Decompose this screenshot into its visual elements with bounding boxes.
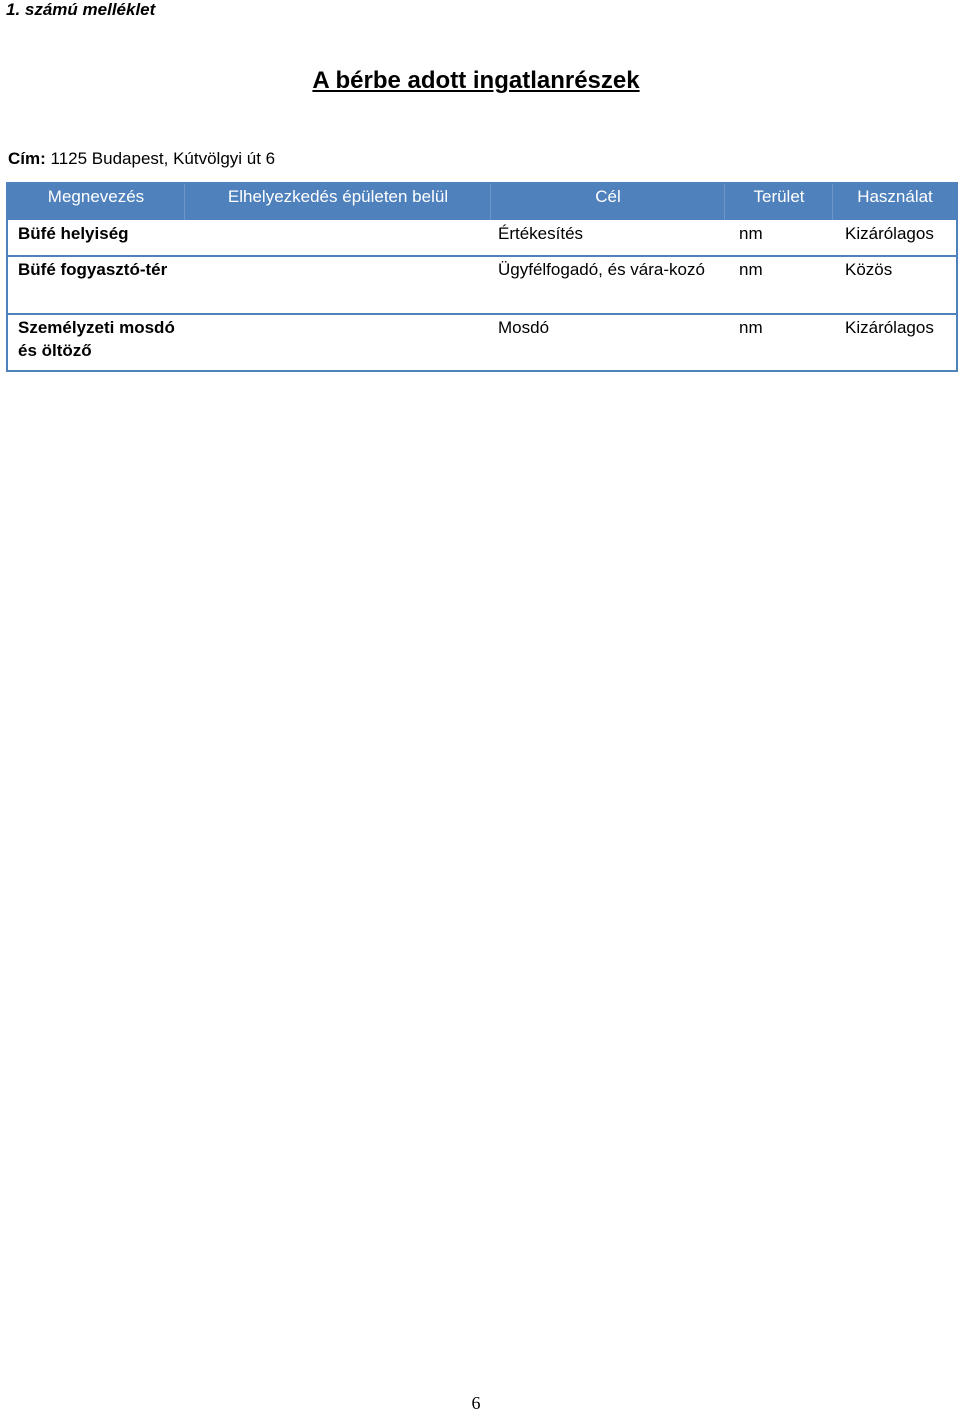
row-divider xyxy=(8,313,956,315)
address-value: 1125 Budapest, Kútvölgyi út 6 xyxy=(50,149,276,168)
address-label: Cím: xyxy=(8,149,46,168)
row3-area: nm xyxy=(739,318,763,337)
header-name: Megnevezés xyxy=(47,187,145,206)
row1-purpose: Értékesítés xyxy=(498,224,584,243)
header-location: Elhelyezkedés épületen belül xyxy=(184,184,491,220)
row3-usage: Kizárólagos xyxy=(845,318,934,337)
row3-purpose: Mosdó xyxy=(498,318,550,337)
row2-purpose: Ügyfélfogadó, és vára-kozó xyxy=(498,260,705,279)
row1-area: nm xyxy=(739,224,763,243)
header-area: Terület xyxy=(724,184,833,220)
property-table xyxy=(6,182,958,372)
row1-usage: Kizárólagos xyxy=(845,224,934,243)
header-purpose: Cél xyxy=(490,184,725,220)
annex-label: 1. számú melléklet xyxy=(6,0,156,19)
row-divider xyxy=(8,255,956,257)
row1-name: Büfé helyiség xyxy=(18,224,129,243)
row2-area: nm xyxy=(739,260,763,279)
page-number: 6 xyxy=(471,1393,481,1413)
row3-name: Személyzeti mosdó és öltöző xyxy=(18,318,175,360)
header-usage: Használat xyxy=(832,184,957,220)
page-title: A bérbe adott ingatlanrészek xyxy=(312,67,640,94)
row2-usage: Közös xyxy=(845,260,893,279)
address-line xyxy=(8,149,275,169)
row2-name: Büfé fogyasztó-tér xyxy=(18,260,168,279)
table-header xyxy=(8,184,956,220)
